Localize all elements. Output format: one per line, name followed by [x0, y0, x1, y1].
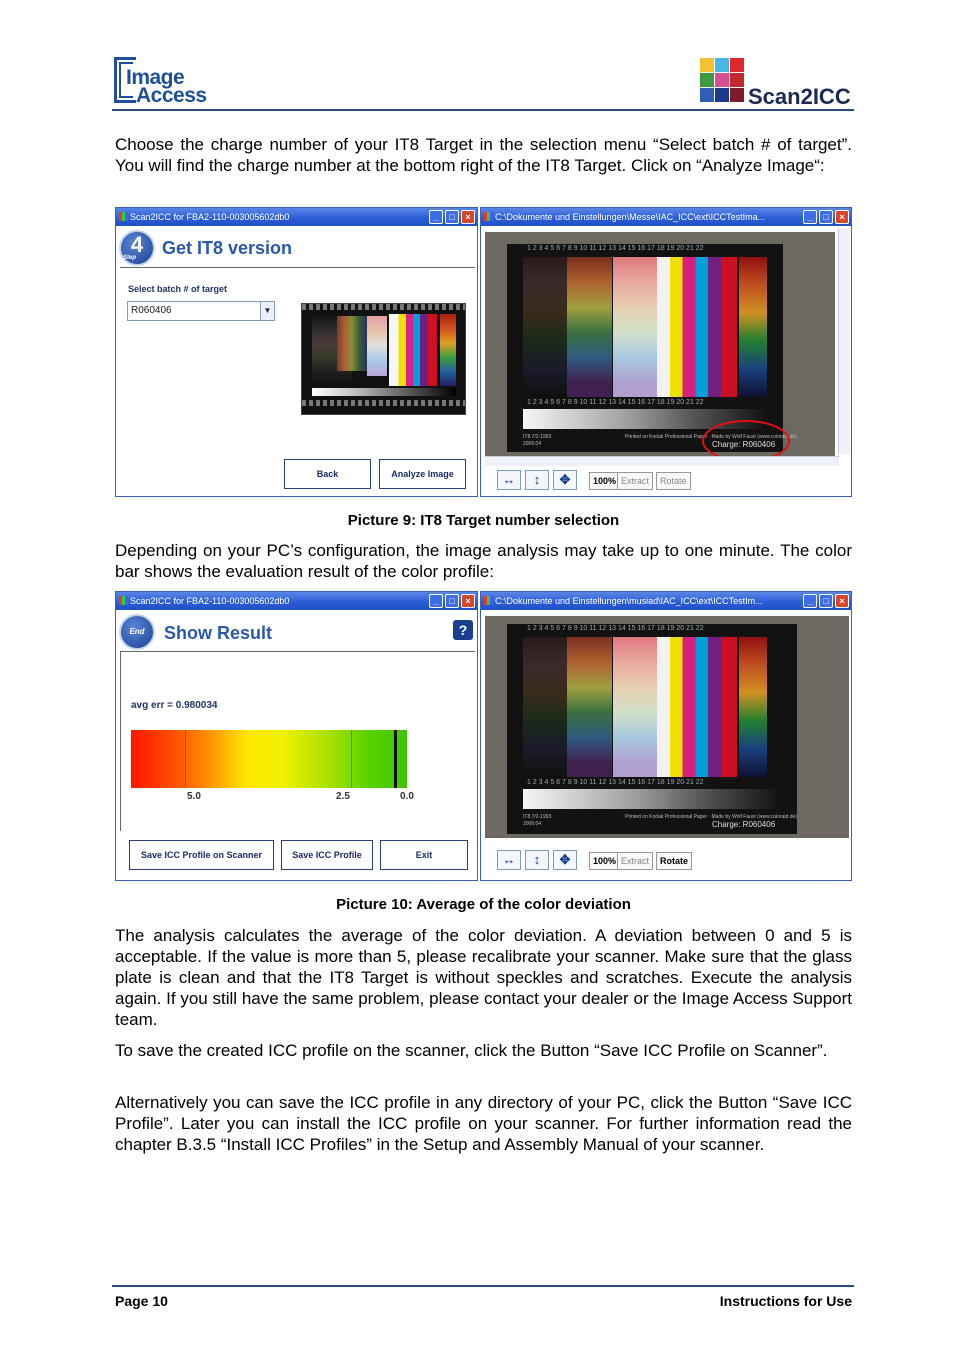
- column-numbers: 1 2 3 4 5 6 7 8 9 10 11 12 13 14 15 16 17 18 19 20 21 22: [527, 245, 704, 252]
- scale-label-2-5: 2.5: [336, 791, 350, 802]
- image-viewer-window-result: [480, 591, 852, 881]
- scanned-image: [485, 232, 835, 456]
- scan2icc-logo: [700, 58, 855, 109]
- viewer-title: C:\Dokumente und Einstellungen\musiad\IAC_ICC\ext\ICCTestIm...: [495, 596, 763, 606]
- document-type: Instructions for Use: [719, 1293, 852, 1309]
- chevron-down-icon[interactable]: ▼: [260, 302, 274, 320]
- scan2icc-window-step4: [115, 207, 478, 497]
- it8-target: [507, 624, 797, 834]
- back-button[interactable]: Back: [284, 459, 371, 489]
- product-name: Scan2ICC: [748, 84, 851, 109]
- viewer-app-icon: [484, 212, 493, 221]
- deviation-paragraph: The analysis calculates the average of the color deviation. A deviation between 0 and 5 is acceptable. If the value is more than 5, please recalibrate your scanner. Make sure that the glass plate is clean and that the IT8 Target is without speckles and scratches. Execute the analysis again. If you still have the same problem, please contact your dealer or the Image Access Support team.: [115, 926, 852, 1029]
- vertical-scrollbar[interactable]: [838, 228, 850, 454]
- step-label: Step: [123, 255, 137, 261]
- scale-tick: [185, 730, 186, 788]
- target-date: 2006:04: [523, 441, 542, 447]
- viewer-titlebar: [481, 592, 851, 610]
- header-divider: [112, 109, 854, 111]
- rotate-button[interactable]: Rotate: [656, 472, 691, 490]
- zoom-100-button[interactable]: 100%: [589, 472, 620, 490]
- window-title: Scan2ICC for FBA2-110-003005602db0: [130, 596, 290, 606]
- fit-height-icon[interactable]: ↕: [525, 850, 549, 870]
- target-date: 2006:04: [523, 821, 542, 827]
- color-grid-icon: [700, 58, 746, 104]
- end-badge: [119, 614, 155, 650]
- pan-move-icon[interactable]: ✥: [553, 470, 577, 490]
- caption-picture-10: Picture 10: Average of the color deviation: [336, 896, 631, 913]
- analyze-image-button[interactable]: Analyze Image: [379, 459, 466, 489]
- viewer-titlebar: [481, 208, 851, 226]
- target-code: IT8.7/2-1993: [523, 814, 552, 820]
- intro-paragraph: Choose the charge number of your IT8 Target in the selection menu “Select batch # of target”. You will find the charge number at the bottom right of the IT8 Target. Click on “Analyze Image“:: [115, 135, 852, 175]
- heading-divider: [120, 651, 475, 652]
- extract-button[interactable]: Extract: [617, 852, 653, 870]
- save-pc-paragraph: Alternatively you can save the ICC profile in any directory of your PC, click the Button “Save ICC Profile”. Later you can install the ICC profile on your scanner. For further information read the chapter B.3.5 “Install ICC Profiles” in the Setup and Assembly Manual of your scanner.: [115, 1093, 852, 1154]
- charge-number: Charge: R060406: [712, 820, 776, 829]
- exit-button[interactable]: Exit: [380, 840, 468, 870]
- column-numbers: 1 2 3 4 5 6 7 8 9 10 11 12 13 14 15 16 17 18 19 20 21 22: [527, 625, 704, 632]
- minimize-icon[interactable]: _: [803, 210, 817, 224]
- horizontal-scrollbar[interactable]: [485, 456, 839, 466]
- window-title: Scan2ICC for FBA2-110-003005602db0: [130, 212, 290, 222]
- close-icon[interactable]: ×: [461, 594, 475, 608]
- app-icon: [119, 596, 128, 605]
- save-icc-profile-button[interactable]: Save ICC Profile: [281, 840, 373, 870]
- scan2icc-window-result: [115, 591, 478, 881]
- minimize-icon[interactable]: _: [803, 594, 817, 608]
- analysis-paragraph: Depending on your PC’s configuration, the image analysis may take up to one minute. The color bar shows the evaluation result of the color profile:: [115, 541, 852, 581]
- app-icon: [119, 212, 128, 221]
- caption-picture-9: Picture 9: IT8 Target number selection: [347, 512, 620, 529]
- minimize-icon[interactable]: _: [429, 210, 443, 224]
- column-numbers-bottom: 1 2 3 4 5 6 7 8 9 10 11 12 13 14 15 16 17 18 19 20 21 22: [527, 779, 704, 786]
- scale-tick: [351, 730, 352, 788]
- fit-width-icon[interactable]: ↔: [497, 470, 521, 490]
- step-number: 4: [130, 232, 144, 257]
- image-access-logo: [114, 57, 207, 107]
- image-viewer-window: [480, 207, 852, 497]
- window-titlebar: [116, 208, 477, 226]
- help-icon[interactable]: ?: [453, 620, 473, 640]
- viewer-title: C:\Dokumente und Einstellungen\Messe\IAC_ICC\ext\ICCTestIma...: [495, 212, 766, 222]
- column-numbers-bottom: 1 2 3 4 5 6 7 8 9 10 11 12 13 14 15 16 17 18 19 20 21 22: [527, 399, 704, 406]
- footer-divider: [112, 1285, 854, 1287]
- gray-scale-strip: [523, 789, 781, 809]
- batch-select-value: R060406: [131, 305, 172, 316]
- close-icon[interactable]: ×: [835, 210, 849, 224]
- save-icc-profile-on-scanner-button[interactable]: Save ICC Profile on Scanner: [129, 840, 274, 870]
- close-icon[interactable]: ×: [461, 210, 475, 224]
- zoom-100-button[interactable]: 100%: [589, 852, 620, 870]
- color-deviation-bar: [131, 730, 407, 788]
- scale-label-0: 0.0: [400, 791, 414, 802]
- charge-number: Charge: R060406: [712, 440, 776, 449]
- rotate-button[interactable]: Rotate: [656, 852, 692, 870]
- batch-select[interactable]: [127, 301, 275, 321]
- panel-heading: Show Result: [164, 623, 273, 643]
- pan-move-icon[interactable]: ✥: [553, 850, 577, 870]
- target-code: IT8.7/2-1993: [523, 434, 552, 440]
- logo-text-image: Image: [126, 66, 185, 89]
- target-fineprint: Printed on Kodak Professional Paper · Made by Wolf Faust (www.coloraid.de): [625, 814, 797, 820]
- heading-divider: [120, 267, 475, 268]
- avg-err-readout: avg err = 0.980034: [131, 700, 218, 711]
- logo-text-access: Access: [136, 84, 207, 107]
- minimize-icon[interactable]: _: [429, 594, 443, 608]
- end-label: End: [129, 627, 145, 636]
- maximize-icon[interactable]: □: [445, 210, 459, 224]
- page-number: Page 10: [115, 1293, 168, 1309]
- target-fineprint: Printed on Kodak Professional Paper · Made by Wolf Faust (www.coloraid.de): [625, 434, 797, 440]
- close-icon[interactable]: ×: [835, 594, 849, 608]
- fit-width-icon[interactable]: ↔: [497, 850, 521, 870]
- deviation-marker: [394, 730, 397, 788]
- maximize-icon[interactable]: □: [445, 594, 459, 608]
- window-titlebar: [116, 592, 477, 610]
- maximize-icon[interactable]: □: [819, 594, 833, 608]
- maximize-icon[interactable]: □: [819, 210, 833, 224]
- extract-button[interactable]: Extract: [617, 472, 653, 490]
- select-batch-label: Select batch # of target: [128, 284, 228, 294]
- save-scanner-paragraph: To save the created ICC profile on the scanner, click the Button “Save ICC Profile on Scanner”.: [115, 1041, 828, 1060]
- viewer-app-icon: [484, 596, 493, 605]
- it8-thumbnail: [301, 303, 466, 415]
- result-frame-left: [120, 651, 121, 831]
- scanned-image: [485, 616, 849, 838]
- scale-label-5: 5.0: [187, 791, 201, 802]
- panel-heading: Get IT8 version: [162, 238, 293, 258]
- fit-height-icon[interactable]: ↕: [525, 470, 549, 490]
- step-badge: [119, 230, 155, 266]
